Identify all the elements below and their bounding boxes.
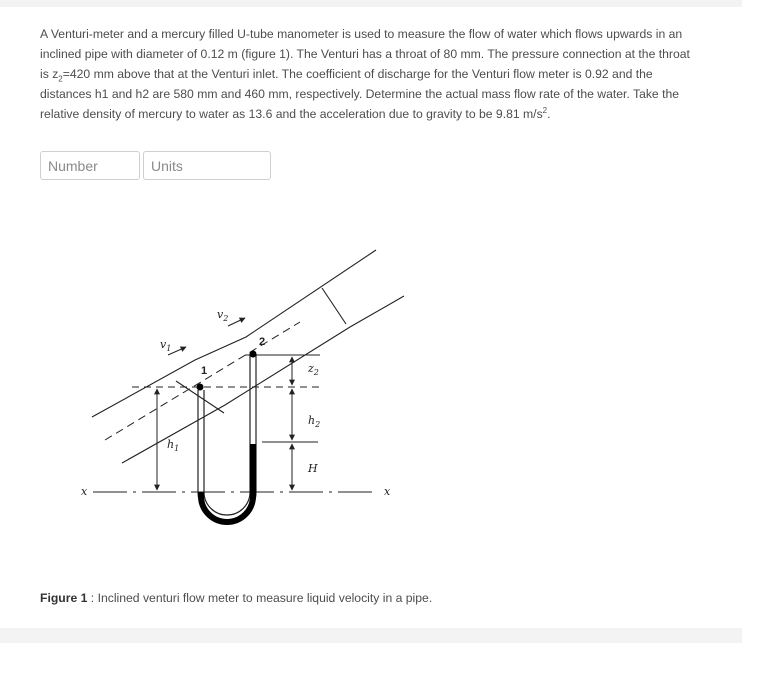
- pipe-upper-wall: [92, 250, 376, 417]
- x-right-label: x: [384, 485, 391, 498]
- venturi-figure: [70, 235, 430, 545]
- question-superscript: 2: [542, 105, 548, 115]
- dimension-lines: [157, 318, 292, 490]
- u-tube-manometer: [198, 354, 256, 522]
- h2-label: $h_2$: [308, 414, 321, 429]
- point-1-label: 1: [201, 365, 208, 377]
- question-subscript: 2: [58, 74, 63, 84]
- caption-text: : Inclined venturi flow meter to measure liquid velocity in a pipe.: [87, 591, 433, 605]
- figure-caption: [40, 591, 432, 605]
- question-part-2: =420 mm above that at the Venturi inlet. The coefficient of discharge for the Venturi flow meter is 0.92 and the distances h1 and h2 are 580 mm and 460 mm, respectively. Determine the actual mass flow rate of the water. Take the relative density of mercury to water as 13.6 and the acceleration due to gravity to be 9.81 m/s: [40, 67, 680, 121]
- point-2-label: 2: [259, 336, 266, 348]
- H-label: H: [308, 462, 318, 475]
- question-end: .: [547, 107, 551, 121]
- top-bar: [0, 0, 742, 7]
- h1-label: $h_1$: [167, 438, 180, 453]
- number-input[interactable]: [40, 151, 140, 180]
- question-text: [40, 24, 690, 124]
- reference-lines: [93, 355, 378, 492]
- v1-label: $v_1$: [160, 338, 172, 353]
- v2-label: $v_2$: [217, 308, 229, 323]
- z2-label: $z_2$: [308, 362, 319, 377]
- u-tube-inner: [204, 354, 250, 515]
- outlet-section-line: [322, 288, 346, 324]
- tap-point-1: [197, 384, 204, 391]
- mercury-column: [201, 444, 253, 522]
- tap-point-2: [250, 351, 257, 358]
- bottom-bar: [0, 628, 742, 643]
- pipe-lower-wall: [122, 296, 404, 463]
- question-part-1: A Venturi-meter and a mercury filled U-tube manometer is used to measure the flow of water which flows upwards in an inclined pipe with diameter of 0.12 m (figure 1). The Venturi has a throat of 80 mm. The pressure connection at the throat is z: [40, 27, 690, 81]
- pipe-walls: [92, 250, 404, 463]
- units-input[interactable]: [143, 151, 271, 180]
- pipe-centerline: [105, 322, 300, 440]
- v2-arrow: [228, 318, 245, 326]
- u-tube-outer: [198, 354, 256, 521]
- caption-label: Figure 1: [40, 591, 88, 605]
- x-left-label: x: [81, 485, 88, 498]
